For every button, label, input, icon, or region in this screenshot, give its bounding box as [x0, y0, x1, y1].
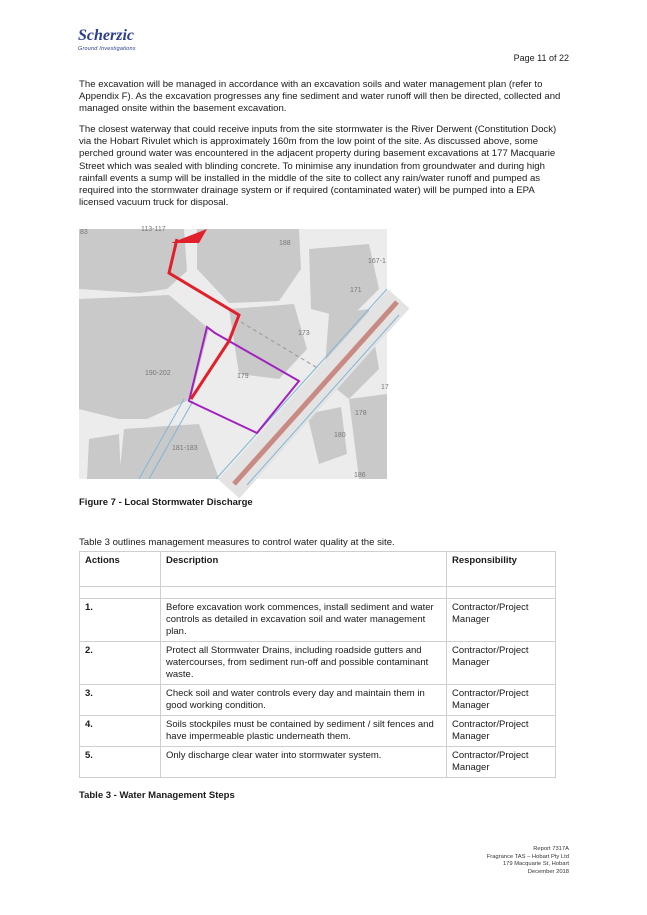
row-action: 1.	[80, 599, 161, 642]
row-action: 2.	[80, 642, 161, 685]
row-action: 5.	[80, 747, 161, 778]
water-management-table	[79, 551, 556, 778]
row-responsibility: Contractor/Project Manager	[447, 716, 556, 747]
map-building	[87, 434, 121, 479]
row-responsibility: Contractor/Project Manager	[447, 599, 556, 642]
map-label: 180	[334, 432, 346, 439]
header-actions: Actions	[80, 552, 161, 587]
map-label: 83	[80, 229, 88, 236]
page-number: Page 11 of 22	[513, 53, 569, 63]
header-responsibility: Responsibility	[447, 552, 556, 587]
row-responsibility: Contractor/Project Manager	[447, 747, 556, 778]
company-logo	[78, 28, 136, 52]
table-caption: Table 3 - Water Management Steps	[79, 790, 235, 801]
report-footer	[487, 846, 569, 876]
map-label: 181-183	[172, 445, 198, 452]
map-label: 167-1	[368, 258, 386, 265]
footer-client: Fragrance TAS – Hobart Pty Ltd	[486, 853, 569, 860]
paragraph-waterway: The closest waterway that could receive inputs from the site stormwater is the River Derwent (Constitution Dock) via the Hobart Rivulet which is approximately 160m from the low point of the site. As discussed above, some perched ground water was encountered in the adjacent property during basement excavations at 177 Macquarie Street which was sealed with blinding concrete. To minimise any inundation from groundwater and during high rainfall events a sump will be installed in the middle of the site to collect any rain/water runoff and pumped as required into the stormwater drainage system or if required (contaminated water) will be pumped into a EPA licensed vacuum truck for disposal.	[79, 124, 557, 209]
map-label: 190-202	[145, 370, 171, 377]
map-label: 171	[350, 287, 362, 294]
row-description: Check soil and water controls every day and maintain them in good working condition.	[161, 685, 447, 716]
row-description: Only discharge clear water into stormwater system.	[161, 747, 447, 778]
logo-tagline: Ground Investigations	[78, 46, 136, 52]
row-action: 3.	[80, 685, 161, 716]
table-header-row	[80, 552, 556, 587]
table-row	[80, 716, 556, 747]
stormwater-discharge-map	[79, 226, 389, 479]
table-spacer-row	[80, 587, 556, 599]
map-image	[79, 226, 389, 479]
paragraph-excavation: The excavation will be managed in accordance with an excavation soils and water management plan (refer to Appendix F). As the excavation progresses any fine sediment and water runoff will then be directed, collected and managed onsite within the basement excavation.	[79, 79, 561, 115]
map-label: 178	[355, 410, 367, 417]
map-label: 17	[381, 384, 389, 391]
row-description: Protect all Stormwater Drains, including roadside gutters and watercourses, from sediment run-off and possible contaminant waste.	[161, 642, 447, 685]
row-responsibility: Contractor/Project Manager	[447, 685, 556, 716]
footer-date: December 2018	[527, 868, 569, 875]
row-description: Before excavation work commences, install sediment and water controls as detailed in excavation soil and water management plan.	[161, 599, 447, 642]
map-label: 179	[237, 373, 249, 380]
map-label: 173	[298, 330, 310, 337]
figure-caption: Figure 7 - Local Stormwater Discharge	[79, 497, 253, 508]
row-action: 4.	[80, 716, 161, 747]
logo-wordmark: Scherzic	[78, 27, 134, 44]
footer-address: 179 Macquarie St, Hobart	[502, 861, 569, 867]
row-description: Soils stockpiles must be contained by sediment / silt fences and have impermeable plastic underneath them.	[161, 716, 447, 747]
table-row	[80, 599, 556, 642]
table-row	[80, 685, 556, 716]
table-intro: Table 3 outlines management measures to control water quality at the site.	[79, 537, 395, 548]
footer-report-number: Report 7317A	[533, 846, 569, 852]
map-label: 113-117	[141, 226, 166, 233]
map-label: 188	[279, 240, 291, 247]
row-responsibility: Contractor/Project Manager	[447, 642, 556, 685]
header-description: Description	[161, 552, 447, 587]
table-row	[80, 747, 556, 778]
table-row	[80, 642, 556, 685]
map-label: 186	[354, 472, 366, 479]
